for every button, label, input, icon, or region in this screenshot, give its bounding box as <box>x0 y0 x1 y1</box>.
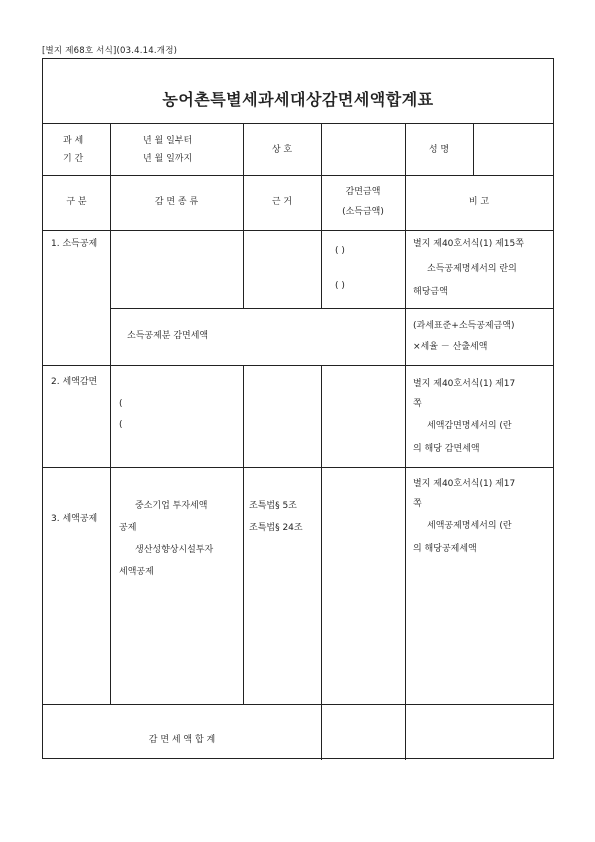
row-label-tax-credit: 3. 세액공제 <box>51 514 98 524</box>
divider <box>43 123 553 124</box>
divider <box>473 123 474 175</box>
divider <box>43 704 553 705</box>
row-label-income-deduction: 1. 소득공제 <box>51 239 98 249</box>
remarks-text: 소득공제명세서의 란의 <box>427 264 517 274</box>
remarks-text: 쪽 <box>413 399 422 409</box>
header-remarks: 비 고 <box>468 197 490 207</box>
credit-basis: 조특법§ 24조 <box>249 523 303 533</box>
amount-paren: ( ) <box>335 281 345 291</box>
header-category: 구 분 <box>66 197 87 207</box>
divider <box>321 123 322 175</box>
type-paren: ( <box>119 420 123 430</box>
total-label: 감 면 세 액 합 계 <box>148 735 216 745</box>
divider <box>243 175 244 308</box>
period-to: 년 월 일까지 <box>143 154 193 164</box>
remarks-text: (과세표준+소득공제금액) <box>413 321 515 331</box>
remarks-text: ×세율 － 산출세액 <box>413 342 488 352</box>
header-amount-note: (소득금액) <box>342 207 384 217</box>
remarks-text: 의 해당 감면세액 <box>413 444 480 454</box>
type-paren: ( <box>119 399 123 409</box>
period-label: 기 간 <box>63 154 84 164</box>
remarks-text: 해당금액 <box>413 287 448 297</box>
divider <box>243 365 244 704</box>
credit-type: 공제 <box>119 523 137 533</box>
remarks-text: 의 해당공제세액 <box>413 544 477 554</box>
credit-type: 세액공제 <box>119 567 154 577</box>
subtotal-label: 소득공제분 감면세액 <box>127 331 209 341</box>
period-label: 과 세 <box>63 136 84 146</box>
divider <box>405 175 406 760</box>
remarks-text: 세액공제명세서의 (란 <box>427 521 512 531</box>
company-label: 상 호 <box>271 145 293 155</box>
divider <box>110 123 111 175</box>
divider <box>43 365 553 366</box>
divider <box>110 175 111 704</box>
form-number: [별지 제68호 서식](03.4.14.개정) <box>42 46 178 56</box>
remarks-text: 별지 제40호서식(1) 제15쪽 <box>413 239 524 249</box>
credit-type: 중소기업 투자세액 <box>135 501 208 511</box>
period-from: 년 월 일부터 <box>143 136 193 146</box>
header-basis: 근 거 <box>271 197 293 207</box>
divider <box>43 230 553 231</box>
row-label-tax-reduction: 2. 세액감면 <box>51 377 98 387</box>
remarks-text: 별지 제40호서식(1) 제17 <box>413 479 516 489</box>
divider <box>43 467 553 468</box>
tax-summary-form <box>42 58 554 759</box>
credit-basis: 조특법§ 5조 <box>249 501 297 511</box>
divider <box>43 175 553 176</box>
amount-paren: ( ) <box>335 246 345 256</box>
divider <box>110 308 553 309</box>
divider <box>321 365 322 760</box>
remarks-text: 세액감면명세서의 (란 <box>427 421 512 431</box>
remarks-text: 쪽 <box>413 499 422 509</box>
name-label: 성 명 <box>428 145 450 155</box>
header-type: 감 면 종 류 <box>154 197 199 207</box>
header-amount: 감면금액 <box>345 187 381 197</box>
credit-type: 생산성향상시설투자 <box>135 545 214 555</box>
remarks-text: 별지 제40호서식(1) 제17 <box>413 379 516 389</box>
form-title: 농어촌특별세과세대상감면세액합계표 <box>162 90 434 109</box>
